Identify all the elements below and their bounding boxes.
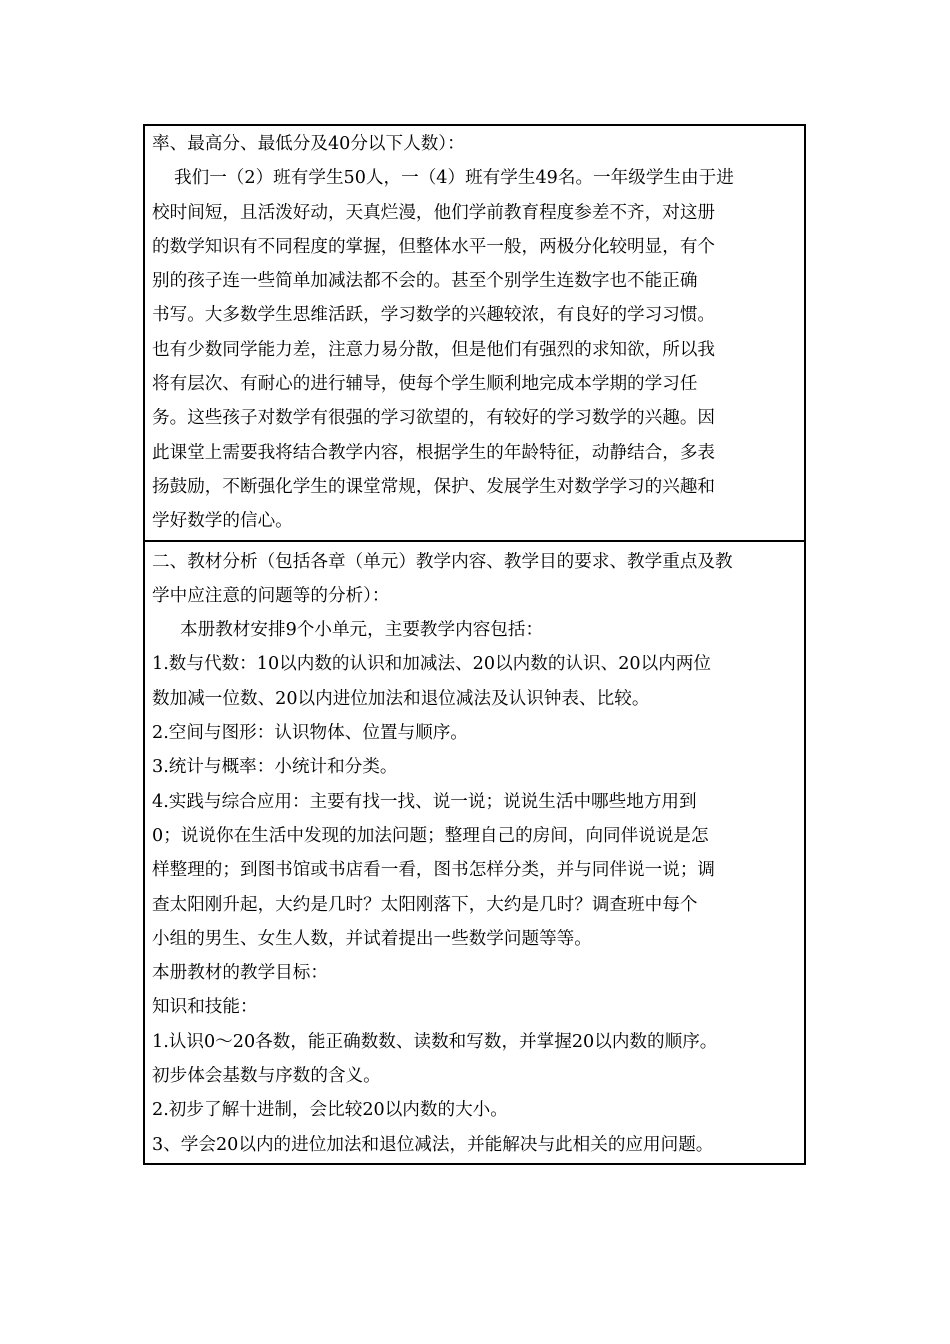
text-line: 初步体会基数与序数的含义。 xyxy=(152,1066,381,1087)
text-line: 1.数与代数：10以内数的认识和加减法、20以内数的认识、20以内两位 xyxy=(152,654,711,675)
text-line: 将有层次、有耐心的进行辅导，使每个学生顺利地完成本学期的学习任 xyxy=(152,374,698,395)
text-line: 3、学会20以内的进位加法和退位减法，并能解决与此相关的应用问题。 xyxy=(152,1134,714,1155)
text-line: 我们一（2）班有学生50人，一（4）班有学生49名。一年级学生由于进 xyxy=(174,168,734,189)
text-line: 务。这些孩子对数学有很强的学习欲望的，有较好的学习数学的兴趣。因 xyxy=(152,408,716,429)
text-line: 扬鼓励，不断强化学生的课堂常规，保护、发展学生对数学学习的兴趣和 xyxy=(152,476,716,497)
text-line: 此课堂上需要我将结合教学内容，根据学生的年龄特征，动静结合，多表 xyxy=(152,442,716,463)
text-line: 校时间短，且活泼好动，天真烂漫，他们学前教育程度参差不齐，对这册 xyxy=(152,202,716,223)
student-analysis-cell xyxy=(145,126,804,540)
text-line: 数加减一位数、20以内进位加法和退位减法及认识钟表、比较。 xyxy=(152,688,650,709)
text-line: 1.认识0～20各数，能正确数数、读数和写数，并掌握20以内数的顺序。 xyxy=(152,1031,718,1052)
text-line: 的数学知识有不同程度的掌握，但整体水平一般，两极分化较明显，有个 xyxy=(152,236,716,257)
section-heading: 学中应注意的问题等的分析）： xyxy=(152,585,390,606)
text-line: 查太阳刚升起，大约是几时？太阳刚落下，大约是几时？调查班中每个 xyxy=(152,894,698,915)
text-line: 也有少数同学能力差，注意力易分散，但是他们有强烈的求知欲，所以我 xyxy=(152,339,716,360)
text-line: 率、最高分、最低分及40分以下人数）： xyxy=(152,134,465,154)
text-line: 小组的男生、女生人数，并试着提出一些数学问题等等。 xyxy=(152,928,592,949)
text-line: 知识和技能： xyxy=(152,997,258,1018)
textbook-analysis-cell xyxy=(145,540,804,1163)
text-line: 本册教材安排9个小单元，主要教学内容包括： xyxy=(180,620,544,641)
text-line: 2.初步了解十进制，会比较20以内数的大小。 xyxy=(152,1100,508,1121)
text-line: 本册教材的教学目标： xyxy=(152,963,328,984)
text-line: 2.空间与图形：认识物体、位置与顺序。 xyxy=(152,723,468,744)
text-line: 0；说说你在生活中发现的加法问题；整理自己的房间，向同伴说说是怎 xyxy=(152,825,709,846)
text-line: 书写。大多数学生思维活跃，学习数学的兴趣较浓，有良好的学习习惯。 xyxy=(152,305,716,326)
document-table xyxy=(143,124,806,1165)
text-line: 学好数学的信心。 xyxy=(152,511,293,532)
section-heading: 二、教材分析（包括各章（单元）教学内容、教学目的要求、教学重点及教 xyxy=(152,551,733,572)
text-line: 别的孩子连一些简单加减法都不会的。甚至个别学生连数字也不能正确 xyxy=(152,271,698,292)
text-line: 3.统计与概率：小统计和分类。 xyxy=(152,757,398,778)
text-line: 4.实践与综合应用：主要有找一找、说一说；说说生活中哪些地方用到 xyxy=(152,791,697,812)
text-line: 样整理的；到图书馆或书店看一看，图书怎样分类，并与同伴说一说；调 xyxy=(152,860,716,881)
